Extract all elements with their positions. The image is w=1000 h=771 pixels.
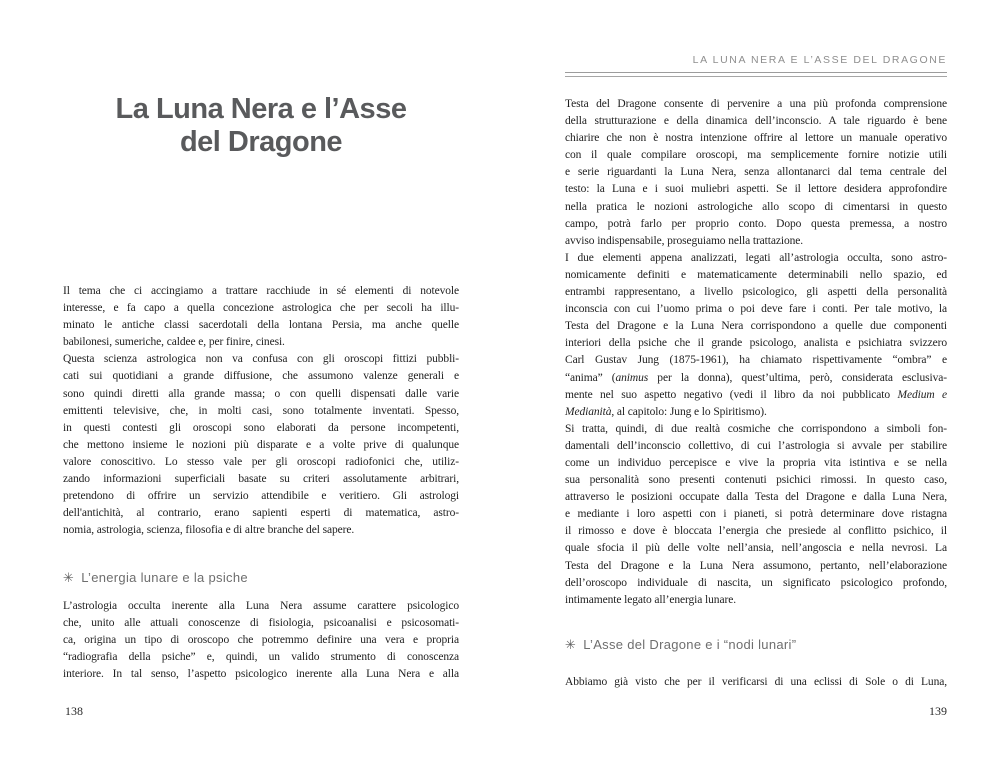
paragraph: L’astrologia occulta inerente alla Luna Nera assume carattere psicologico che, unito alle attuali conoscenze di fisiologia, psicoanalisi e psicosomati- ca, origina un tipo di oroscopo che potremmo definire una vera e propria “radiografia della psiche” e, quindi, un valido strumento di conoscenza interiore. In tal senso, l’aspetto psicologico inerente alla Luna Nera e alla (63, 600, 459, 681)
paragraph: Abbiamo già visto che per il verificarsi di una eclissi di Sole o di Luna, (565, 676, 947, 688)
paragraph: Il tema che ci accingiamo a trattare racchiude in sé elementi di notevole interesse, e fa capo a quella concezione astrologica che per secoli ha illu- minato le antiche classi sacerdotali della lontana Persia, ma anche quelle babilonesi, sumeriche, caldee e, per finire, cinesi. (63, 285, 459, 349)
eight-spoked-asterisk-icon: ✳ (565, 637, 577, 652)
left-body-text (63, 283, 459, 539)
section-heading-asse-dragone (565, 637, 947, 653)
right-body-text-2 (565, 674, 947, 691)
paragraph: Testa del Dragone consente di pervenire a una più profonda comprensione della strutturazione e della dinamica dell’inconscio. A tale riguardo è bene chiarire che non è nostra intenzione offrire al lettore un manuale operativo con il quale compilare oroscopi, ma semplicemente fornire notizie utili e serie riguardanti la Luna Nera, senza allontanarci dal tema centrale del testo: la Luna e i suoi muliebri aspetti. Se il lettore desidera approfondire nella pratica le nozioni astrologiche allo scopo di cimentarsi in questo campo, potrà farlo per proprio conto. Dopo questa premessa, a nostro avviso indispensabile, proseguiamo nella trattazione. (565, 98, 947, 247)
chapter-title-line-2: del Dragone (179, 126, 343, 158)
page-left (63, 0, 459, 771)
chapter-title-line-1: La Luna Nera e l’Asse (115, 93, 407, 125)
page-number-right: 139 (929, 704, 947, 718)
section-heading-energia-lunare (63, 570, 459, 586)
running-header: LA LUNA NERA E L’ASSE DEL DRAGONE (692, 54, 947, 66)
page-number-left: 138 (65, 704, 83, 718)
left-body-text-2 (63, 598, 459, 683)
header-double-rule (565, 72, 947, 77)
right-body-text (565, 96, 947, 609)
chapter-title (63, 93, 459, 159)
page-right (565, 0, 947, 771)
paragraph: Questa scienza astrologica non va confusa con gli oroscopi fittizi pubbli- cati sui quotidiani a grande diffusione, che assumono valenze generali e sono quindi diretti alla grande massa; o con quelli dispensati dalle varie emittenti televisive, che, in molti casi, sono totalmente inventati. Spesso, in questi contesti gli oroscopi sono elaborati da persone incompetenti, che mettono insieme le nozioni più disparate e a volte prive di qualunque valore conoscitivo. Lo stesso vale per gli oroscopi radiofonici che, utiliz- zando informazioni superficiali basate su criteri assolutamente arbitrari, pretendono di offrire un servizio attendibile e veritiero. Gli astrologi dell'antichità, al contrario, erano sapienti esperti di matematica, astro- nomia, astrologia, scienza, filosofia e di altre branche del sapere. (63, 353, 459, 537)
eight-spoked-asterisk-icon: ✳ (63, 570, 75, 585)
paragraph: Si tratta, quindi, di due realtà cosmiche che corrispondono a simboli fon- damentali dell’inconscio collettivo, di cui l’astrologia si avvale per stabilire come un individuo percepisce e vive la propria vita istintiva e se nella sua personalità sono presenti contenuti psichici rimossi. In questo caso, attraverso le posizioni occupate dalla Testa del Dragone e dalla Luna Nera, e mediante i loro aspetti con i pianeti, si potrà determinare dove ristagna il rimosso e dove è bloccata l’energia che presiede al conflitto psichico, il quale sfocia il più delle volte nell’ansia, nell’angoscia e nella nevrosi. La Testa del Dragone e la Luna Nera assumono, pertanto, nell’elaborazione dell’oroscopo individuale di nascita, un significato psicologico profondo, intimamente legato all’energia lunare. (565, 422, 947, 606)
section-heading-label: L’Asse del Dragone e i “nodi lunari” (583, 637, 797, 652)
section-heading-label: L’energia lunare e la psiche (81, 570, 248, 585)
paragraph: I due elementi appena analizzati, legati all’astrologia occulta, sono astro- nomicamente definiti e matematicamente determinabili nello spazio, ed entrambi rappresentano, a livello psicologico, gli aspetti della personalità inconscia con cui l’uomo prima o poi deve fare i conti. Per tale motivo, la Testa del Dragone e la Luna Nera corrispondono a quelle due componenti interiori della psiche che il grande psicologo, analista e psichiatra svizzero Carl Gustav Jung (1875-1961), ha chiamato rispettivamente “ombra” e “anima” (animus per la donna), quest’ultima, però, considerata esclusiva- mente nel suo aspetto negativo (vedi il libro da noi pubblicato Medium e Medianità, al capitolo: Jung e lo Spiritismo). (565, 251, 947, 418)
